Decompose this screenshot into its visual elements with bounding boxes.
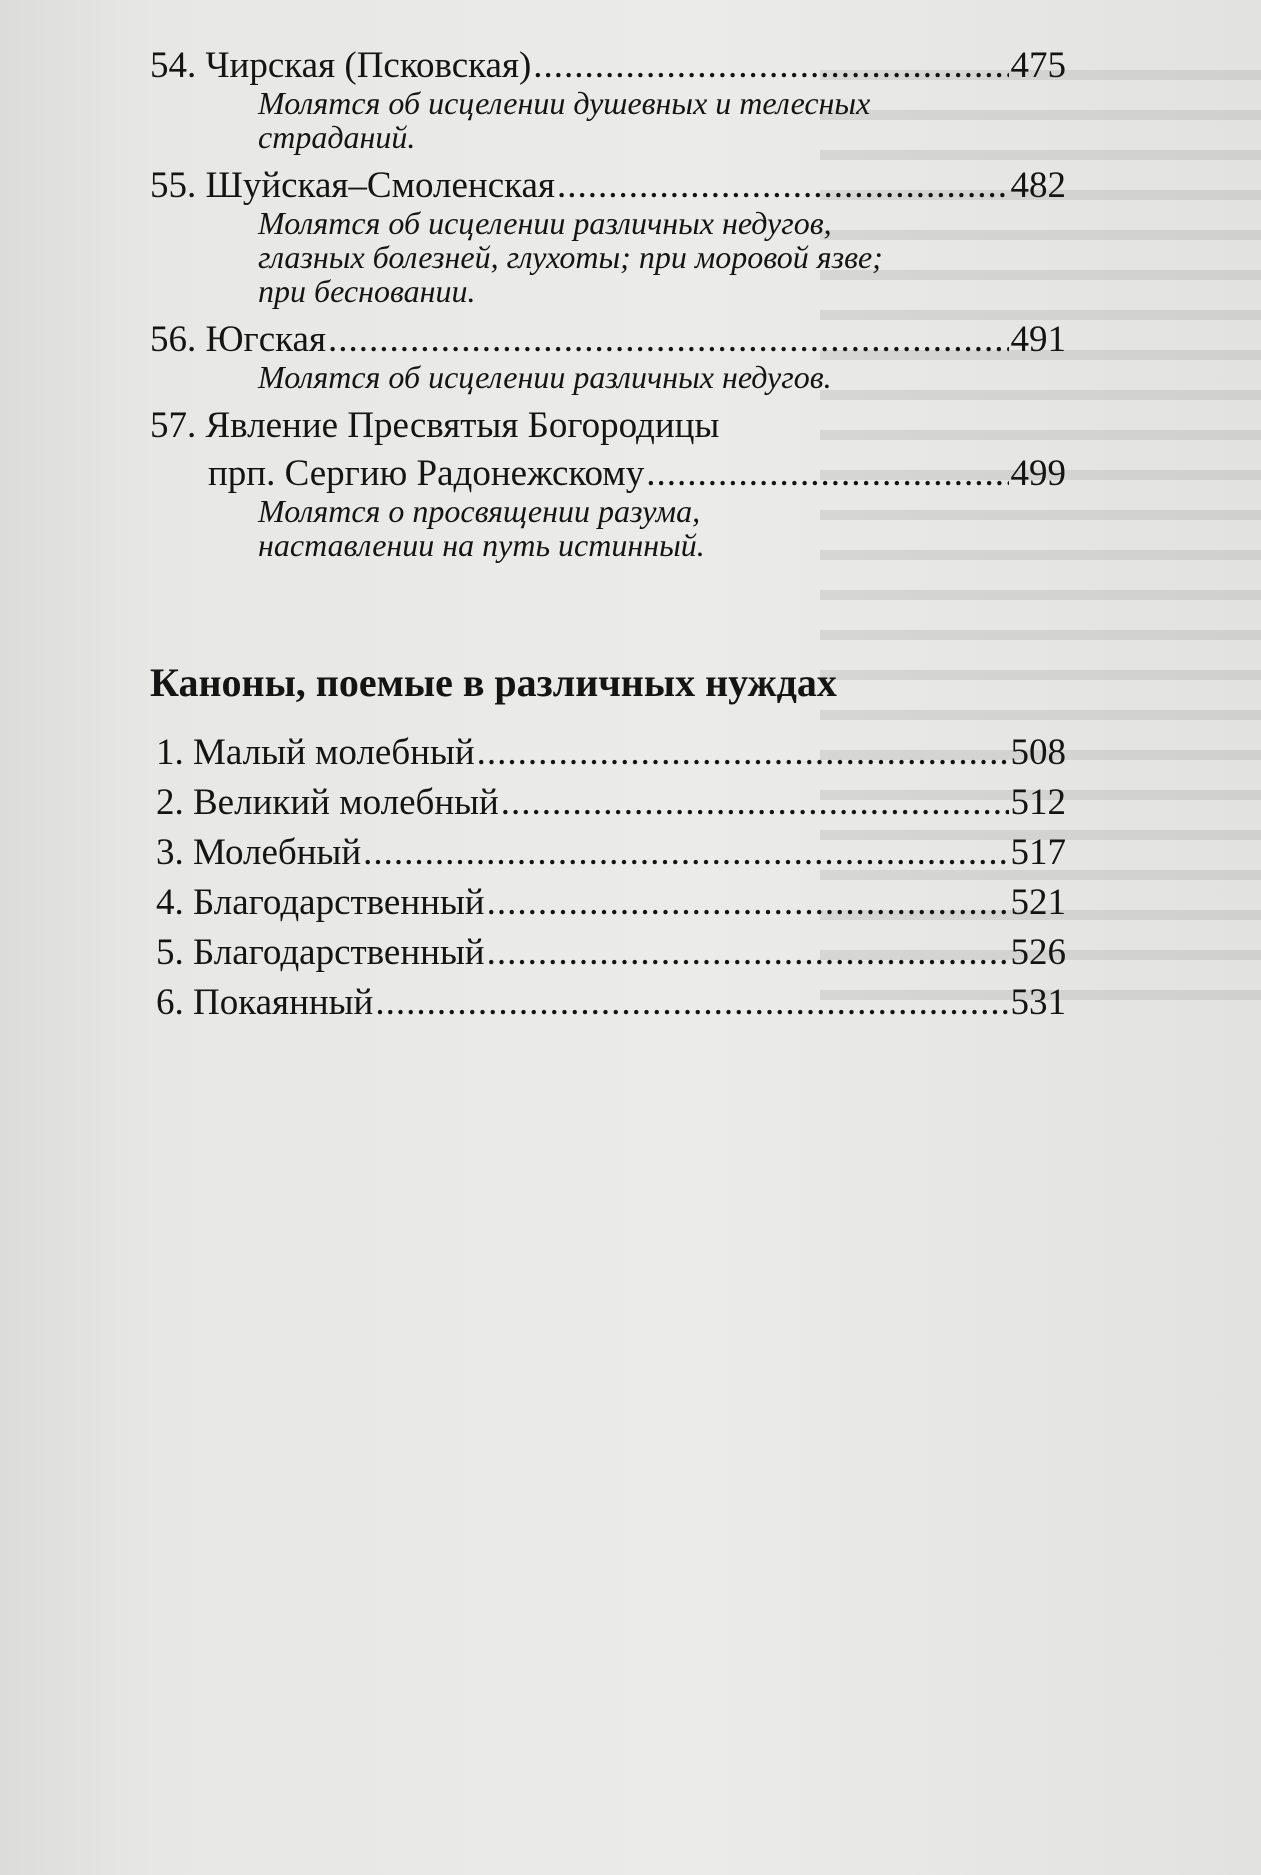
- toc-entry-line: [150, 450, 1066, 498]
- toc-entry-line: [156, 778, 1066, 828]
- page-number: 531: [1010, 982, 1066, 1023]
- entry-title-continuation: прп. Сергию Радонежскому: [208, 453, 645, 494]
- entry-title: 55. Шуйская–Смоленская: [150, 165, 555, 206]
- entry-title: 6. Покаянный: [156, 982, 374, 1023]
- dot-leader: [375, 978, 1008, 1028]
- dot-leader: [501, 778, 1009, 828]
- entry-description: [150, 206, 1070, 308]
- dot-leader: [328, 316, 1009, 364]
- toc-entry-57: [150, 402, 1070, 562]
- toc-entry-line: [150, 42, 1066, 90]
- entry-title: 5. Благодарственный: [156, 932, 485, 973]
- toc-entry-line: [150, 162, 1066, 210]
- toc-entry-line: [150, 316, 1066, 364]
- dot-leader: [646, 450, 1008, 498]
- dot-leader: [487, 878, 1009, 928]
- entry-title: 2. Великий молебный: [156, 782, 499, 823]
- table-of-contents: [150, 42, 1070, 1028]
- dot-leader: [487, 928, 1009, 978]
- dot-leader: [363, 828, 1008, 878]
- entry-title: 3. Молебный: [156, 832, 362, 873]
- entry-title: 57. Явление Пресвятыя Богородицы: [150, 405, 720, 446]
- description-line: наставлении на путь истинный.: [258, 527, 705, 563]
- page-number: 475: [1010, 45, 1066, 86]
- description-line: страданий.: [258, 119, 416, 155]
- description-line: Молятся о просвящении разума,: [258, 493, 701, 529]
- description-line: Молятся об исцелении душевных и телесных: [258, 85, 871, 121]
- dot-leader: [533, 42, 1008, 90]
- entry-title: 54. Чирская (Псковская): [150, 45, 532, 86]
- page-number: 512: [1010, 782, 1066, 823]
- canons-list: [150, 728, 1070, 1028]
- description-line: глазных болезней, глухоты; при моровой язве;: [258, 239, 883, 275]
- toc-entry-54: [150, 42, 1070, 154]
- toc-entry-line: [156, 828, 1066, 878]
- dot-leader: [557, 162, 1009, 210]
- dot-leader: [477, 728, 1009, 778]
- toc-entry-55: [150, 162, 1070, 308]
- entry-description: [150, 86, 1070, 154]
- description-line: при беснoвании.: [258, 273, 476, 309]
- page-number: 517: [1010, 832, 1066, 873]
- page-number: 521: [1010, 882, 1066, 923]
- page-number: 526: [1010, 932, 1066, 973]
- entry-title: 4. Благодарственный: [156, 882, 485, 923]
- page-number: 499: [1010, 453, 1066, 494]
- section-heading: Каноны, поемые в различных нуждах: [150, 660, 837, 705]
- entry-title: 1. Малый молебный: [156, 732, 475, 773]
- entry-description: [150, 360, 1070, 394]
- toc-entry-line: [156, 978, 1066, 1028]
- page-number: 508: [1010, 732, 1066, 773]
- description-line: Молятся об исцелении различных недугов,: [258, 205, 832, 241]
- toc-entry-line: [156, 728, 1066, 778]
- entry-description: [150, 494, 1070, 562]
- toc-entry-line: [156, 928, 1066, 978]
- description-line: Молятся об исцелении различных недугов.: [258, 359, 832, 395]
- page-number: 482: [1010, 165, 1066, 206]
- toc-entry-56: [150, 316, 1070, 394]
- toc-entry-line: [156, 878, 1066, 928]
- page-number: 491: [1010, 319, 1066, 360]
- entry-title: 56. Югская: [150, 319, 326, 360]
